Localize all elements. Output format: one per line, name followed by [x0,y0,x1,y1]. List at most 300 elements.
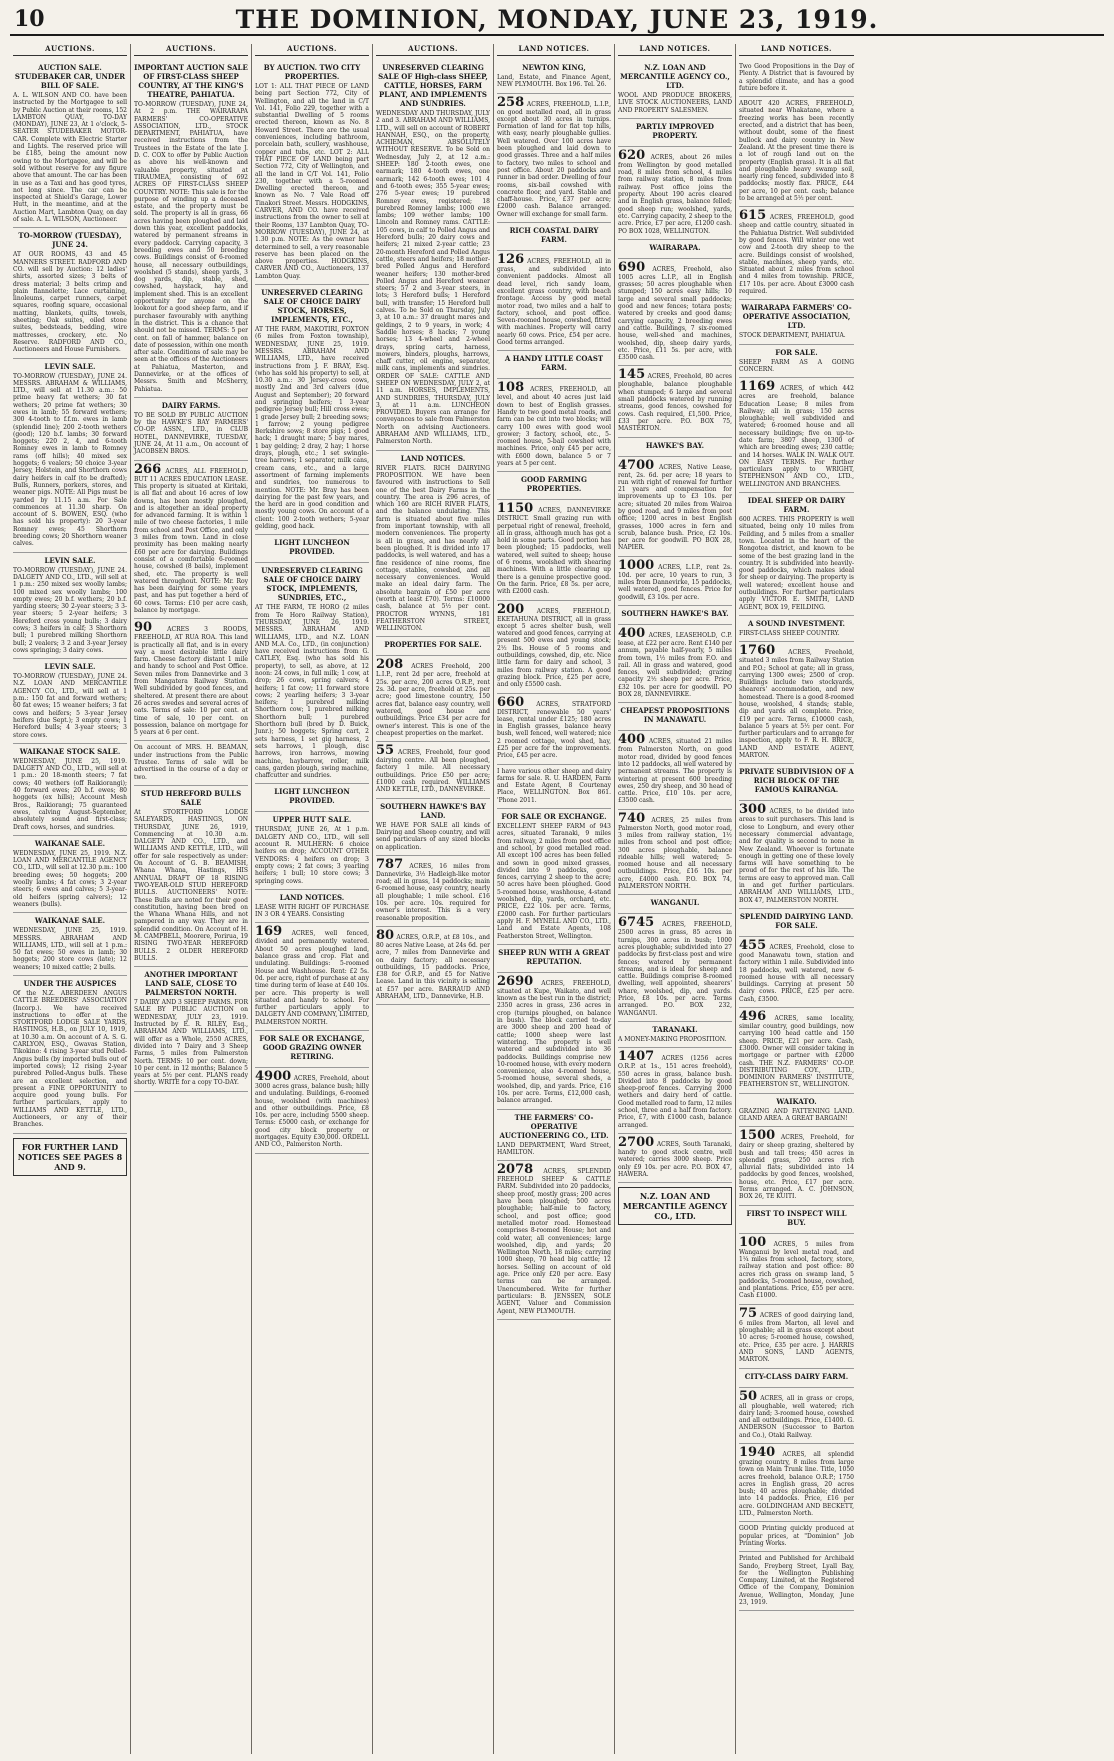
ad-title: N.Z. LOAN AND MERCANTILE AGENCY CO., LTD. [620,63,730,90]
ad-text: TO-MORROW (TUESDAY), JUNE 24, At 2 p.m. THE WAIRARAPA FARMERS' CO-OPERATIVE ASSOCIATION, LTD., STOCK DEPARTMENT, PAHIATUA, have received instructions from the Trustees in the Estate of the late J. D. C. COX to offer by Public Auction as above his well-known and valuable property, situated at TIRAUMEA, consisting of 692 ACRES OF FIRST-CLASS SHEEP COUNTRY. NOTE: This sale is for the purpose of winding up a deceased estate, and the property must be sold. The property is all in grass, 66 acres having been ploughed and laid down this year, excellent paddocks, watered by permanent streams in every paddock. Carrying capacity, 3 breeding ewes and 50 breeding cows. Buildings consist of 6-roomed house, all necessary outbuildings, woolshed (5 stands), sheep yards, 3 dog yards, dip, stable, shed, cowshed, haystack, hay and implement shed. This is an excellent opportunity for anyone on the lookout for a good sheep farm, and if purchaser favourably with anything in the district. This is a chance that should not be missed. TERMS: 5 per cent. on fall of hammer, balance on date of possession, within one month after sale. Conditions of sale may be seen at the offices of the Auctioneers at Pahiatua, Masterton, and Dannevirke, or at the offices of Messrs. Smith and McSherry, Pahiatua. [134,101,248,393]
advertisement [618,557,732,606]
ad-acreage: 169 [255,924,283,940]
advertisement [618,1022,732,1048]
advertisement [739,1305,854,1369]
column-header: AUCTIONS. [376,44,490,56]
ad-title: SPLENDID DAIRYING LAND. FOR SALE. [739,911,854,930]
ad-body [255,326,369,530]
ad-body [739,1011,854,1089]
advertisement [739,1522,854,1552]
ad-title: WAIKANAE STOCK SALE. [19,746,121,756]
ad-title: PROPERTIES FOR SALE. [384,640,482,650]
ad-acreage: 620 [618,147,646,163]
ad-acreage: 400 [618,732,646,748]
ad-acreage: 75 [739,1305,758,1321]
ad-title: WAIKANAE SALE. [34,838,106,848]
ad-acreage: 496 [739,1009,767,1025]
ad-body [618,259,732,362]
columns [10,44,1104,1754]
ad-text: STOCK DEPARTMENT, PAHIATUA. [739,332,846,340]
ad-title: LIGHT LUNCHEON PROVIDED. [274,787,350,806]
ad-body [376,745,490,793]
advertisement [739,1234,854,1305]
advertisement [13,744,127,836]
advertisement [739,378,854,493]
ad-text: TO-MORROW (TUESDAY), JUNE 24. MESSRS. ABRAHAM & WILLIAMS, LTD., will sell at 11.30 a.m.: 50 prime heavy fat wethers; 30 fat wethers; 20 prime fat wethers; 30 ewes in lamb; 55 forward wethers; 300 4-tooth to f.f.m. ewes in lamb (splendid line); 200 2-tooth wethers (good); 120 b.f. lambs; 30 forward hoggets; 220 2, 4, and 6-tooth Romney ewes in lamb to Romney rams (off hills); 40 mixed sex hoggets; 6 vealers; 50 choice 3-year Jersey, Holstein, and Shorthorn cows dairy heifers in calf (to be drafted); Bulls, Runners, porkers, stores, and weaner pigs. NOTE: All Pigs must be yarded by 11.15 a.m. For Sale commences at 11.30 sharp. On account of S. BOWEN, ESQ. (who has sold his property): 20 3-year Romney ewes; 45 Shorthorn breeding cows; 20 Shorthorn weaner calves. [13,372,127,548]
ad-title: FOR SALE. [775,347,818,357]
ad-body [497,601,611,689]
ad-text: ACRES, FREEHOLD, all in grass, and subdivided into convenient paddocks. Almost all dead level, rich sandy loam, excellent grass country, with beach frontage. Access by good metal motor road, two miles and a half to factory, school, and post office. Seven-roomed house, cowshed, fitted with machines. Property will carry nearly 60 cows. Price, £54 per acre. Good terms arranged. [497,258,611,347]
ad-body [13,92,127,223]
ad-title: UPPER HUTT SALE. [272,815,352,825]
ad-title: LIGHT LUNCHEON PROVIDED. [274,538,350,557]
ad-body [134,412,248,456]
ad-acreage: 1000 [618,557,655,573]
ad-title: THE FARMERS' CO-OPERATIVE AUCTIONEERING CO., LTD. [499,1112,609,1140]
advertisement [497,1110,611,1162]
ad-text: ACRES, Freehold, about 3000 acres grass, balance bush; hilly and undulating. Buildings, 6-roomed house, woolshed (with machines) and other outbuildings. Price, £8 10s. per acre, including 5500 sheep. Terms: £5000 cash, or exchange for good city block property or mortgages. Equity £30,000. ORDELL AND CO., Palmerston North. [255,1074,369,1149]
advertisement [497,601,611,694]
ad-text: ACRES, FREEHOLD, L.I.P., on good metalled road, all in grass except about 30 acres in turnips. Formation of land for flat top hills, with easy, nearly ploughable gullies. Well watered. Over 100 acres have been ploughed and laid down to good grasses. Three and a half miles to factory, two miles to school and post office. About 20 paddocks and runner in bad order. Dwelling of four rooms, six-bail cowshed with concrete floor, and yard. Stable and chaff-house. Price, £37 per acre; £2000 cash. Balance arranged. Owner will exchange for small farm. [497,100,611,218]
advertisement [376,451,490,638]
advertisement [376,60,490,451]
advertisement [739,1094,854,1128]
page-number: 10 [14,6,45,32]
advertisement [618,438,732,457]
ad-text: 600 ACRES. THIS PROPERTY is well situated, being only 10 miles from Feilding, and 5 miles from a smaller town. Located in the heart of the Rongotea district, and known to be some of the best grazing land in the country. It is subdivided into heavily-good paddocks, which makes ideal for sheep or dairying. The property is well watered; excellent house and outbuildings. For further particulars apply VICTOR E. SMITH, LAND AGENT, BOX 19, FEILDING. [739,516,854,611]
ad-title: LEVIN SALE. [44,361,96,371]
advertisement [255,535,369,563]
advertisement [497,973,611,1110]
ad-body [618,625,732,699]
column-header: AUCTIONS. [13,44,127,56]
ad-title: TARANAKI. [652,1024,698,1034]
ad-text: ACRES Freehold, 200 L.I.P., rent 2d per acre, freehold at 25s. per acre, 200 acres O.R.P., rent 2s. 3d. per acre, freehold at 25s. per acre; good limestone country, 150 acres flat, balance easy country, well watered, good house and outbuildings. Price £34 per acre for owner's interest. This is one of the cheapest properties on the market. [376,663,490,737]
ad-text: ACRES, DANNEVIRKE DISTRICT. Small grazing run with perpetual right of renewal, freehold, all in grass, although much has got a hold in some parts. Good portion has been ploughed; 15 paddocks, well watered, well suited to sheep; house of 6 rooms, woolshed with shearing machines. With a little clearing up there is a genuine prospective good. On the farm. Price, £8 5s. per acre, with £2000 cash. [497,507,611,596]
advertisement [618,457,732,557]
advertisement [739,1206,854,1234]
ad-body [618,92,732,114]
ad-text: RIVER FLATS. RICH DAIRYING PROPOSITION. WE have been favoured with instructions to Sell one of the best Dairy Farms in the country. The area is 296 acres, of which 160 are RICH RIVER FLATS, and the balance undulating. This farm is situated about five miles from important township, with all modern conveniences. The property is all in grass, and has nearly all been ploughed. It is divided into 17 paddocks, is well watered, and has a fine residence of nine rooms, fine cottage, stables, cowshed, and all necessary conveniences. Would make an ideal dairy farm. The absolute bargain of £50 per acre (worth at least £70). Terms: £10000 cash, balance at 5½ per cent. PROCTOR WYNNS, 181 FEATHERSTON STREET, WELLINGTON. [376,464,490,633]
advertisement [739,1552,854,1611]
ad-body [497,94,611,218]
advertisement [618,625,732,703]
advertisement [739,1388,854,1444]
advertisement [497,765,611,809]
ad-text: TO-MORROW (TUESDAY), JUNE 24. N.Z. LOAN AND MERCANTILE AGENCY CO., LTD., will sell at 1 p.m.: 150 fat and forward wethers; 60 fat ewes; 15 weaner heifers; 3 fat cows and heifers; 5 3-year Jersey heifers (due Sept.); 3 empty cows; 1 Hereford bulls; 4 3-year steers; 3 store cows. [13,673,127,739]
ad-acreage: 1169 [739,379,776,395]
column-4 [373,44,494,1754]
ad-acreage: 2690 [497,973,534,989]
advertisement [497,1161,611,1320]
ad-body [376,659,490,737]
ad-title: STUD HEREFORD BULLS SALE [140,788,242,807]
ad-text: Printed and Published for Archibald Sando, Freyberg Street, Lyall Bay, for the Wellington Publishing Company, Limited, at the Registered Office of the Company, Dominion Avenue, Wellington, Monday, June 23, 1919. [739,1555,854,1607]
ad-text: ACRES, FREEHOLD, 2500 acres in grass, 85 acres in turnips, 300 acres in bush; 1000 acres ploughable; subdivided into 27 paddocks by first-class post and wire fences; watered by permanent streams, and is ideal for sheep and cattle. Buildings comprise 8-roomed dwelling, well appointed, shearers' whare, woolshed, dip, and yards. Price, £8 10s. per acre. Terms arranged. P.O. BOX 232, WANGANUI. [618,921,732,1017]
ad-title: WAIKANAE SALE. [34,916,106,926]
column-header: AUCTIONS. [134,44,248,56]
ad-text: ACRES, Native Lease, rent, 2s. 6d. per acre; 18 years to run with right of renewal for further 21 years and compensation for improvements up to £3 10s. per acre; situated 20 miles from Wairoa by good road, and 9 miles from post office; 1200 acres in best English grasses, 1000 acres in fern and scrub, balance bush. Price, £2 10s. per acre for goodwill. PO BOX 28, NAPIER. [618,463,732,552]
ad-text: Two Good Propositions in the Day of Plenty. A District that is favoured by a splendid climate, and has a good future before it. [739,63,854,92]
advertisement [255,60,369,285]
ad-title: A HANDY LITTLE COAST FARM. [504,354,604,373]
ad-acreage: 6745 [618,915,655,931]
ad-text: ACRES, Freehold, situated 3 miles from Railway Station and P.O.; School at gate; all in grass, carrying 1300 ewes; 2500 of crop. Buildings include two stockyards, shearers' accommodation, and new homestead. There is a good 8-roomed house, woolshed, 4 stands; stable, dip and yards all complete. Price, £19 per acre. Terms, £10000 cash, balance 5 years at 5½ per cent. For further particulars and to arrange for inspection, apply to F. R. H. BRICE, LAND AND ESTATE AGENT, MARTON. [739,649,854,760]
ad-title: WAIRARAPA. [649,242,701,252]
advertisement [376,927,490,1005]
ad-text: ACRES, Freehold, for dairy or sheep grazing, sheltered by bush and tall trees; 450 acres in splendid grass, 250 acres rich alluvial flats; subdivided into 14 paddocks by good fences, woolshed, house, etc. Price, £17 per acre. Terms arranged. A. C. JOHNSON, BOX 26, TE KUITI. [739,1134,854,1201]
ad-acreage: 1407 [618,1049,655,1065]
advertisement [739,345,854,379]
ad-acreage: 55 [376,743,395,759]
ad-text: ACRES, of which 442 acres are freehold, balance Education Lease; 8 miles from Railway; all in grass; 150 acres ploughable; well subdivided and watered; 6-roomed house and all necessary buildings; five on up-to-date farm; 3807 sheep, 1300 of which are breeding ewes; 230 cattle; and 14 horses. WALK IN. WALK OUT. ON EASY TERMS. For further particulars apply to WRIGHT, STEPHENSON AND CO., LTD., WELLINGTON AND BRANCHES. [739,385,854,488]
advertisement [134,619,248,741]
ad-acreage: 266 [134,461,162,477]
ad-acreage: 615 [739,208,767,224]
ad-text: ACRES, FREEHOLD, situated at Kupe, Waikato, and well known as the best run in the district; 2350 acres in grass, 236 acres in crop (turnips ploughed, on balance in bush). The block carried to-day are 3000 sheep and 200 head of cattle; 1000 sheep were last wintering. The property is well watered and subdivided into 36 paddocks. Buildings comprise new 10-roomed house, with every modern convenience, also 4-roomed house, 5-roomed house, several sheds, a woolshed, dip, and yards. Price, £16 10s. per acre. Terms, £12,000 cash, balance arranged. [497,979,611,1105]
ad-acreage: 787 [376,856,404,872]
advertisement [618,810,732,896]
ad-acreage: 2078 [497,1162,534,1178]
ad-body [497,254,611,346]
ad-body [255,904,369,919]
ad-title: LEVIN SALE. [44,555,96,565]
ad-title: FOR SALE OR EXCHANGE. [501,812,607,822]
ad-text: ACRES, 25 miles from Palmerston North, good motor road, 3 miles from railway station, 1½ miles from school and post office; 300 acres ploughable, balance rideable hills; well watered; 5-roomed house and all necessary outbuildings. Price, £16 10s. per acre, £4000 cash. P.O. BOX 74, PALMERSTON NORTH. [618,816,732,891]
ad-title: SOUTHERN HAWKE'S BAY LAND. [380,801,486,820]
ad-text: ACRES, SPLENDID FREEHOLD SHEEP & CATTLE FARM. Subdivided into 20 paddocks, sheep proof, mostly grass; 200 acres have been ploughed; 500 acres ploughable; half-mile to factory, school, and post office; good metalled motor road. Homestead comprises 8-roomed House; hot and cold water, all conveniences; large woolshed, dip, and yards; 20 Wellington North, 18 miles; carrying 1000 sheep, 70 head big cattle; 12 horses. Selling on account of old age. Price only £20 per acre. Easy terms can be arranged. Unencumbered. Write for further particulars: B. JENSSEN, SOLE AGENT, Valuer and Commission Agent, NEW PLYMOUTH. [497,1168,611,1315]
ad-body [739,332,854,339]
ad-body [618,810,732,891]
ad-title: IMPORTANT AUCTION SALE OF FIRST-CLASS SHEEP COUNTRY, AT THE KING'S THEATRE, PAHIATUA. [134,63,248,99]
advertisement [618,60,732,119]
ad-body [497,503,611,595]
ad-text: GRAZING AND FATTENING LAND. GLAND AREA. A GREAT BARGAIN! [739,1107,854,1122]
ad-body [739,1108,854,1123]
ad-text: ACRES, all splendid grazing country, 8 miles from large town on Main Trunk line. Title, 1050 acres freehold, balance O.R.P.; 1750 acres in English grass, 20 acres bush; 40 acres ploughable; divided into 14 paddocks. Price, £16 per acre. GOLDINGHAM AND BECKETT, LTD., Palmerston North. [739,1451,854,1518]
advertisement [739,642,854,764]
advertisement [739,1369,854,1388]
ad-text: I have various other sheep and dairy farms for sale. R. U. HARDEN, Farm and Estate Agent, 8 Courtenay Place, WELLINGTON. Box 861. 'Phone 2011. [497,767,611,804]
ad-text: ACRES, 16 miles from Dannevirke, 3½ Hadleigh-like motor road; all in grass, 14 paddocks; main 6-roomed house, easy country, nearly all ploughable; 1 mile school. £16 10s. per acre. 10s. required for owner's interest. This is a very reasonable proposition. [376,862,490,922]
ad-body [739,1525,854,1547]
ad-acreage: 258 [497,94,525,110]
ad-text: AT THE FARM, MAKOTIRI, FOXTON (6 miles from Foxton township), WEDNESDAY, JUNE 25, 1919. MESSRS. ABRAHAM AND WILLIAMS, LTD., have received instructions from J. F. BRAY, Esq. (who has sold his property) to sell, at 10.30 a.m.: 30 Jersey-cross cows, mostly 2nd and 3rd calvers (due August and September); 20 forward and springing heifers; 1 3-year pedigree Jersey bull; Hill cross ewes; 1 grade Jersey bull; 2 breeding sows; 1 farrow; 2 young pedigree Berkshire sows; 8 store pigs; 1 good hack; 1 draught mare; 5 bay mares, 1 bay gelding; 2 dray, 2 hay; 1 horse drays, plough, etc.; 1 set swingle-tree harrows; 1 separator, milk cans, cream cans, etc., and a large assortment of farming implements and sundries, too numerous to mention. NOTE: Mr. Bray has been dairying for the past few years, and the herd are in good condition and mostly young cows. On account of a client: 100 2-tooth wethers; 5-year gelding, good hack. [255,326,369,531]
ad-title: PARTLY IMPROVED PROPERTY. [636,121,714,140]
ad-acreage: 90 [134,620,153,636]
advertisement [618,731,732,809]
ad-title: DAIRY FARMS. [161,400,221,410]
ad-acreage: 1940 [739,1445,776,1460]
ad-body [376,465,490,633]
ad-acreage: 400 [618,625,646,641]
ad-title: HAWKE'S BAY. [645,440,705,450]
advertisement [134,398,248,461]
ad-text: ACRES, FREEHOLD, all level, and about 40 acres just laid down to best of English grasses. Handy to two good metal roads, and farm can be cut into two blocks; will carry 100 ewes with good wool grower; 3 factory, school, etc., 5-roomed house, 5-bail cowshed with machines. Price, only £45 per acre, with £600 down, balance 5 or 7 years at 5 per cent. [497,386,611,467]
advertisement [134,461,248,620]
advertisement [497,223,611,251]
advertisement [13,359,127,553]
ad-body [739,937,854,1003]
ad-acreage: 740 [618,810,646,826]
ad-text: ACRES, situated 21 miles from Palmerston North, on good motor road, divided by good fences into 12 paddocks, all well watered by permanent streams. The property is wintering at present 600 breeding ewes, 250 dry sheep, and 30 head of cattle. Price, £10 10s. per acre, £3500 cash. [618,738,732,805]
advertisement [255,563,369,784]
advertisement [739,616,854,642]
ad-text: ACRES, O.R.P., at £8 10s., and 80 acres Native Lease, at 24s 6d. per acre, 7 miles from Dannevirke and on dairy factory; all necessary outbuildings, 15 paddocks. Price, £38 for O.R.P., and £5 for Native Lease. Land in this vicinity is selling at £57 per acre. BARRAUD AND ABRAHAM, LTD., Dannevirke, H.B. [376,933,490,1000]
ad-text: SHEEP FARM AS A GOING CONCERN. [739,358,854,373]
ad-title: FOR SALE OR EXCHANGE, GOOD GRAZING OWNER RETIRING. [259,1033,365,1061]
ad-body [376,927,490,1000]
advertisement [739,60,854,97]
advertisement [739,909,854,937]
ad-body [739,1447,854,1517]
advertisement [497,809,611,945]
ad-body [255,826,369,884]
ad-title: GOOD FARMING PROPERTIES. [521,475,587,494]
ad-body [497,74,611,89]
ad-body [739,1555,854,1606]
ad-acreage: 208 [376,657,404,673]
ad-body [497,1142,611,1157]
ad-text: ACRES, Freehold, also 1005 acres L.I.P., all in English grasses; 50 acres ploughable when stumped; 150 acres easy hills; 10 large and several small paddocks; good and new fences; totara posts; watered by creeks and good dams; carrying capacity, 2 breeding ewes and cattle. Buildings, 7 six-roomed house, well-shed and machines, woolshed, dip, sheep dairy yards, etc. Price, £11 5s. per acre, with £3500 cash. [618,265,732,362]
advertisement [13,976,127,1134]
advertisement [497,500,611,600]
ad-acreage: 50 [739,1388,758,1404]
ad-body [739,210,854,295]
advertisement [134,967,248,1092]
ad-text: ACRES, same locality, similar country, good buildings, now carrying 100 head cattle and 150 sheep. PRICE, £21 per acre. Cash, £3000. Owner will consider taking in mortgage or partner with £2000 cash. THE N.Z. FARMERS' CO-OP. DISTRIBUTING COY., LTD., DOMINION FARMERS' INSTITUTE, FEATHERSTON ST., WELLINGTON. [739,1015,854,1089]
ad-body [739,1130,854,1200]
ad-body [255,83,369,280]
ad-acreage: 200 [497,601,525,617]
ad-title: WANGANUI. [650,898,700,908]
ad-text: At STORTFORD LODGE SALEYARDS, HASTINGS, ON THURSDAY, JUNE 26, 1919, Commencing at 10.30 a.m. DALGETY AND CO., LTD., and WILLIAMS AND KETTLE, LTD., will offer for sale respectively as under: On Account of G. B. BEAMISH, Whana Whana, Hastings, HIS ANNUAL DRAFT OF 18 RISING TWO-YEAR-OLD STUD HEREFORD BULLS. AUCTIONEERS' NOTE: These Bulls are noted for their good constitution, having been bred on the Whana Whana Hills, and not pampered in any way. They are in splendid condition. On Account of H. M. CAMPBELL, Moorere, Porirua, 19 RISING TWO-YEAR HEREFORD BULLS. 2 OLDER HEREFORD BULLS. [134,808,248,962]
ad-title: NEWTON KING, [522,63,586,72]
ad-body [255,926,369,1026]
ad-text: Land, Estate, and Finance Agent, NEW PLYMOUTH. Box 196. Tel. 26. [497,74,611,89]
ad-text: ACRES, to be divided into areas to suit purchasers. This land is close to Longburn, and every other necessary commercial advantage, and for quality is second to none in New Zealand. Whoever is fortunate enough in getting one of these lovely farms will have something to be proud of for the rest of his life. The terms are easy to approved man. Call in and get further particulars. ABRAHAM AND WILLIAMS, LTD., BOX 47, PALMERSTON NORTH. [739,808,854,904]
ad-acreage: 2700 [618,1134,655,1150]
ad-body [739,63,854,92]
column-footer-banner: N.Z. LOAN AND MERCANTILE AGENCY CO., LTD. [618,1187,732,1225]
ad-body [618,147,732,235]
ad-text: ACRES, LEASEHOLD, C.P. lease, at £22 per acre. Rent £140 per annum, payable half-yearly, 5 miles from town, 1½ miles from F.O. and rail. All in grass and watered, good fences, well subdivided; grazing capacity 2½ sheep per acre. Price, £32 10s. per acre for goodwill. PO BOX 28, DANNEVIRKE. [618,631,732,699]
ad-text: WE HAVE FOR SALE all kinds of Dairying and Sheep country, and will send particulars of any sized blocks on application. [376,821,490,851]
ad-text: ACRES, FREEHOLD, EKETAHUNA DISTRICT, all in grass except 5 acres shelter bush, well watered and good fences, carrying at present 500 ewes and young stock; 2½ Ibs. House of 5 rooms and outbuildings, cowshed, dip, etc. Nice little farm for dairy and school, 3 miles from railway station. A good grazing block. Price, £25 per acre, and only £5500 cash. [497,607,611,689]
ad-text: ACRES, STRATFORD DISTRICT, renewable 50 years' lease, rental under £125; 180 acres in English grasses, balance heavy bush, well fenced, well watered; nice 2 roomed cottage, wool shed, hay, £25 per acre for the improvements. Price, £45 per acre. [497,700,611,760]
ad-acreage: 300 [739,802,767,818]
ad-acreage: 455 [739,937,767,953]
ad-body [376,110,490,446]
column-6 [615,44,736,1754]
ad-acreage: 690 [618,259,646,275]
column-5 [494,44,615,1754]
ad-body [739,516,854,611]
ad-body [13,373,127,548]
ad-body [134,809,248,962]
ad-text: ABOUT 420 ACRES, FREEHOLD, situated near Whakatane, where a freezing works has been recently erected, and a district that has been, without doubt, some of the finest bullock and dairy country in New Zealand. At the present time there is a lot of rough land out on the property (English grass). It is all flat and ploughable heavy swamp soil, nearly ring fenced, subdivided into 8 paddocks; mostly flax. PRICE, £44 per acre, 10 per cent. cash; balance to be arranged at 5½ per cent. [739,100,854,203]
ad-body [13,673,127,739]
ad-text: A. L. WILSON AND CO. have been instructed by the Mortgagee to sell by Public Auction at their rooms, 152 LAMBTON QUAY, TO-DAY (MONDAY), JUNE 23, At 1 o'clock, 5-SEATER STUDEBAKER MOTOR-CAR. Complete with Electric Starter and Lights. The reserved price will be £185, being the amount now owing to the Mortgagee, and will be sold without reserve for any figure above that amount. The car has been in use as a Taxi and has good tyres, not long since. The car can be inspected at Shield's Garage, Lower Hutt, in the meantime, and at the Auction Mart, Lambton Quay, on day of sale. A. L. WILSON, Auctioneer. [13,92,127,224]
ad-body [739,1234,854,1300]
advertisement [13,913,127,976]
ad-body [497,823,611,940]
ad-acreage: 108 [497,380,525,396]
ad-title: CHEAPEST PROPOSITIONS IN MANAWATU. [620,706,730,725]
advertisement [739,764,854,801]
advertisement [376,856,490,927]
ad-acreage: 1150 [497,501,534,517]
ad-body [618,1134,732,1178]
ad-text: WEDNESDAY, JUNE 25, 1919. DALGETY AND CO., LTD., will sell at 1 p.m.: 20 18-month steers; 7 fat cows; 40 wethers (off Raikiorangi); 40 forward ewes; 20 b.f. ewes; 80 hoggets (ex hills); Account Mesh Bros., Raikiorangi; 75 guaranteed ewes, calving August-September, absolutely sound and first-class; Draft cows, horses, and sundries. [13,757,127,831]
masthead [10,4,1104,36]
advertisement [739,97,854,207]
ad-title: SOUTHERN HAWKE'S BAY. [621,608,729,618]
advertisement [376,799,490,856]
advertisement [255,890,369,924]
advertisement [255,784,369,812]
ad-body [376,856,490,922]
ad-body [739,1305,854,1364]
advertisement [255,812,369,889]
ad-text: WEDNESDAY, JUNE 25, 1919. N.Z. LOAN AND MERCANTILE AGENCY CO., LTD., will sell at 12.30 p.m.: 100 breeding ewes; 50 hoggets; 200 woolly lambs; 4 fat cows; 3 2-year steers; 6 ewes and calves; 5 3-year-old heifers (spring calvers); 12 weaners (bulls). [13,849,127,908]
advertisement [739,1444,854,1522]
ad-text: ACRES, Freehold, 80 acres ploughable, balance ploughable when stumped; 6 large and several small paddocks watered by running streams, good fences, cowshed for cows. Cash required, £1,500. Price, £33 per acre. P.O. BOX 75, MASTERTON. [618,373,732,433]
advertisement [618,119,732,147]
ad-text: A MONEY-MAKING PROPOSITION. [618,1035,727,1043]
ad-text: On account of MRS. H. BEAMAN, under instructions from the Public Trustee. Terms of sale will be advertised in the course of a day or two. [134,744,248,781]
ad-title: LAND NOTICES. [279,892,345,902]
ad-title: CITY-CLASS DAIRY FARM. [744,1371,849,1381]
ad-text: EXCELLENT SHEEP FARM of 943 acres, situated Taranaki, 9 miles from railway, 2 miles from post office and school, by good metalled road. All except 100 acres has been felled and sown in good mixed grasses, divided into 9 paddocks, good fences, carrying 2 sheep to the acre; 50 acres have been ploughed. Good 5-roomed house, washhouse, 4-stand woolshed, dip, yards, orchard, etc. PRICE, £22 10s. per acre. Terms, £2000 cash. For further particulars apply H. F. MYNELL AND CO., LTD., Land and Estate Agents, 108 Featherston Street, Wellington. [497,823,611,940]
ad-title: WAIKATO. [776,1096,817,1106]
advertisement [739,1008,854,1094]
ad-title: UNRESERVED CLEARING SALE OF CHOICE DAIRY STOCK, IMPLEMENTS, SUNDRIES, ETC., [261,566,363,603]
ad-title: LAND NOTICES. [400,453,466,463]
ad-text: AT THE FARM, TE HORO (2 miles from Te Horo Railway Station), THURSDAY, JUNE 26, 1919. MESSRS. ABRAHAM AND WILLIAMS, LTD., and N.Z. LOAN AND M.A. Co., LTD., (in conjunction) have received instructions from G. CATLEY, Esq. (who has sold his property), to sell, as above, at 12 noon: 24 cows, in full milk; 1 cow, at drop; 26 cows, spring calvers; 4 heifers; 1 fat cow; 11 forward store cows; 2 yearling heifers; 3 3-year heifers; 1 purebred milking Shorthorn cow; 1 purebred milking Shorthorn bull; 1 purebred Shorthorn bull (bred by D. Buick, Junr.); 50 hoggets; Spring cart, 2 sets harness, 1 set gig harness, 2 sets harrows, 1 plough, disc harrows, iron harrows, mowing machine, haybarrow, roller, milk cans, garden plough, swing machine, chaffcutter and sundries. [255,604,369,780]
advertisement [497,60,611,94]
ad-text: Of the N.Z. ABERDEEN ANGUS CATTLE BREEDERS' ASSOCIATION (Incorp.). We have received instructions to offer at the STORTFORD LODGE SALE YARDS, HASTINGS, H.B., on JULY 10, 1919, at 10.30 a.m. On account of A. S. G. CARLYON, ESQ., Gwavas Station, Tikokino: 4 rising 3-year stud Polled-Angus bulls (by imported bulls out of imported cows); 12 rising 2-year purebred Polled-Angus bulls. These are an excellent selection, and present a FINE OPPORTUNITY to acquire good young bulls. For further particulars, apply to WILLIAMS AND KETTLE, LTD., Auctioneers, or any of their Branches. [13,989,127,1129]
ad-text: ACRES, L.I.P., rent 2s. 10d. per acre, 10 years to run, 3 miles from Dannevirke, 15 paddocks, well watered, good fences. Price for goodwill, £3 10s. per acre. [618,563,732,601]
advertisement [739,493,854,616]
ad-text: ACRES, ALL FREEHOLD, BUT 11 ACRES EDUCATION LEASE. This property is situated at Kiritaki, is all flat and about 16 acres of low downs, has been mostly ploughed, and is altogether an ideal property for advanced farming. It is within 1 mile of two cheese factories, 1 mile from school and Post Office, and only 3 miles from town. Land in close proximity has been making nearly £60 per acre for dairying. Buildings consist of a comfortable 6-roomed house, cowshed (8 bails), implement shed, etc. The property is well watered throughout. NOTE: Mr. Roy has been dairying for some years past, and has put together a herd of 60 cows. Terms: £10 per acre cash, balance by mortgage. [134,467,248,614]
advertisement [497,945,611,973]
column-3 [252,44,373,1754]
ad-body [376,822,490,851]
ad-title: WAIRARAPA FARMERS' CO-OPERATIVE ASSOCIATION, LTD. [741,303,852,331]
ad-body [13,758,127,831]
advertisement [618,606,732,625]
ad-body [497,1164,611,1315]
advertisement [497,472,611,500]
column-7 [736,44,857,1754]
ad-body [134,101,248,393]
ad-body [739,381,854,488]
ad-body [739,359,854,374]
ad-body [13,850,127,908]
ad-text: LAND DEPARTMENT, Ward Street, HAMILTON. [497,1141,611,1156]
ad-acreage: 145 [618,367,646,383]
ad-text: LOT 1: ALL THAT PIECE OF LAND being part Section 772, City of Wellington, and all the land in C/T Vol. 141, Folio 229, together with a substantial Dwelling of 5 rooms erected thereon, known as No. 8 Howard Street. There are the usual conveniences, including bathroom, porcelain bath, scullery, washhouse, copper and tubs, etc. LOT 2: ALL THAT PIECE OF LAND being part Section 772, City of Wellington, and all the land in C/T Vol. 141, Folio 230, together with a 5-roomed Dwelling erected thereon, and known as No. 7 Vale Road off Tinakori Street. Messrs. HODGKINS, CARVER, AND CO. have received instructions from the owner to sell at their Rooms, 137 Lambton Quay, TO-MORROW (TUESDAY), JUNE 24, at 1.30 p.m. NOTE: As the owner has determined to sell, a very reasonable reserve has been placed on the above properties. HODGKINS, CARVER AND CO., Auctioneers, 137 Lambton Quay. [255,83,369,280]
ad-title: RICH COASTAL DAIRY FARM. [509,226,599,245]
ad-title: TO-MORROW (TUESDAY), JUNE 24. [18,231,122,250]
column-1 [10,44,131,1754]
advertisement [618,147,732,240]
advertisement [134,786,248,967]
ad-text: LEASE WITH RIGHT OF PURCHASE IN 3 OR 4 YEARS. Consisting [255,903,369,919]
column-header: LAND NOTICES. [739,44,854,56]
ad-body [13,927,127,971]
ad-body [618,1036,732,1043]
ad-acreage: 80 [376,927,395,943]
ad-text: THURSDAY, JUNE 26, At 1 p.m. DALGETY AND CO., LTD., will sell account R. MULHERN: 6 choice heifers on drop; ACCOUNT OTHER VENDORS: 4 heifers on drop; 3 empty cows; 2 fat cows; 3 yearling heifers; 1 bull; 10 store cows; 3 springing cows. [255,826,369,885]
ad-acreage: 4900 [255,1068,292,1084]
ad-text: TO BE SOLD BY PUBLIC AUCTION by the HAWKE'S BAY FARMERS' CO-OP. ASSN., LTD., in CLUB HOTEL, DANNEVIRKE, TUESDAY, JUNE 24, At 11 a.m., On account of JACOBSEN BROS. [134,411,248,456]
ad-body [618,917,732,1017]
advertisement [618,1048,732,1134]
ad-title: UNDER THE AUSPICES [23,978,117,988]
ad-text: ACRES, well fenced, divided and permanently watered. About 50 acres ploughed land, balance grass and crop. Flat and undulating. Buildings: 5-roomed House and Washhouse. Rent: £2 5s. 0d. per acre, right of purchase at any time during term of lease at £40 10s. per acre. This property is well situated and handy to school. For further particulars apply to DALGETY AND COMPANY, LIMITED, PALMERSTON NORTH. [255,930,369,1026]
advertisement [13,228,127,358]
advertisement [618,1134,732,1183]
advertisement [134,741,248,785]
ad-body [739,804,854,904]
ad-title: FIRST TO INSPECT WILL BUY. [746,1208,847,1227]
ad-text: ACRES, South Taranaki, handy to good stock centre, well watered; carries 3000 sheep. Price only £9 10s. per acre. P.O. BOX 47, HAWERA. [618,1140,732,1178]
advertisement [739,801,854,909]
ad-title: SHEEP RUN WITH A GREAT REPUTATION. [498,947,610,966]
ad-body [134,744,248,780]
advertisement [13,60,127,228]
advertisement [13,836,127,913]
advertisement [255,285,369,535]
advertisement [497,379,611,472]
advertisement [255,1031,369,1068]
advertisement [376,742,490,798]
ad-title: LEVIN SALE. [44,662,96,672]
ad-text: WEDNESDAY, JUNE 25, 1919. MESSRS. ABRAHAM AND WILLIAMS, LTD., will sell at 1 p.m.: 50 fat ewes; 50 ewes in lamb; 30 hoggets; 200 store cows (late); 12 weaners; 10 mixed cattle; 2 bulls. [13,927,127,971]
advertisement [739,937,854,1008]
ad-title: UNRESERVED CLEARING SALE OF CHOICE DAIRY STOCK, HORSES, IMPLEMENTS, ETC., [261,288,363,325]
advertisement [497,694,611,765]
advertisement [497,251,611,351]
ad-text: ACRES of good dairying land, 6 miles from Marton, all level and ploughable; all in grass except about 10 acres; 5-roomed house, cowshed, etc. Price, £35 per acre. J. HARRIS AND SONS, LAND AGENTS, MARTON. [739,1311,854,1364]
ad-body [618,457,732,552]
ad-body [13,990,127,1129]
advertisement [376,656,490,742]
ad-title: IDEAL SHEEP OR DAIRY FARM. [747,496,846,515]
ad-title: A SOUND INVESTMENT. [748,618,845,628]
newspaper-title: THE DOMINION, MONDAY, JUNE 23, 1919. [235,5,879,34]
ad-acreage: 100 [739,1234,767,1250]
ad-title: AUCTION SALE. STUDEBAKER CAR, UNDER BILL OF SALE. [14,63,126,90]
ad-body [13,251,127,353]
ad-title: BY AUCTION. TWO CITY PROPERTIES. [263,63,361,81]
ad-body [618,369,732,432]
ad-text: WOOL AND PRODUCE BROKERS, LIVE STOCK AUCTIONEERS, LAND AND PROPERTY SALESMEN. [618,92,732,114]
ad-body [134,999,248,1087]
ad-body [13,567,127,655]
advertisement [618,703,732,731]
ad-text: ACRES (1256 acres O.R.P. at 1s., 151 acres freehold), 550 acres in grass, balance bush. Divided into 8 paddocks by good sheep-proof fences. Carrying 2000 wethers and dairy herd of cattle. Good metalled road to farm, 12 miles school, three and a half from factory. Price, £7, with £1000 cash, balance arranged. [618,1055,732,1129]
ad-body [618,1051,732,1129]
ad-text: ACRES, 5 miles from Wanganui by level metal road, and 1¼ miles from school, factory, store, railway station and post office: 80 acres rich grass on swamp land, 5 paddocks, 5-roomed house, cowshed, and plantations. Price, £55 per acre. Cash £1000. [739,1240,854,1300]
ad-text: ACRES 3 ROODS, FREEHOLD, AT RUA ROA. This land is practically all flat, and is in every way a most desirable little dairy farm. Cheese factory distant 1 mile and handy to school and Post Office. Seven miles from Dannevirke and 3 from Mangatera Railway Station. Well subdivided by good fences, and sheltered. At present there are about 26 acres swedes and several acres of oats. Terms of sale: 10 per cent. at time of sale, 10 per cent. on possession, balance on mortgage for 5 years at 6 per cent. [134,626,248,737]
advertisement [497,351,611,379]
ad-text: ACRES, FREEHOLD, good sheep and cattle country, situated in the Pahiatua District. Well subdivided by good fences. Will winter one wet cow and 2-tooth dry sheep to the acre. Buildings consist of woolshed, stable, machines, sheep yards, etc. Situated about 2 miles from school and 4 miles from township. PRICE, £17 10s. per acre. About £3000 cash required. [739,214,854,296]
advertisement [376,637,490,656]
ad-body [739,645,854,759]
